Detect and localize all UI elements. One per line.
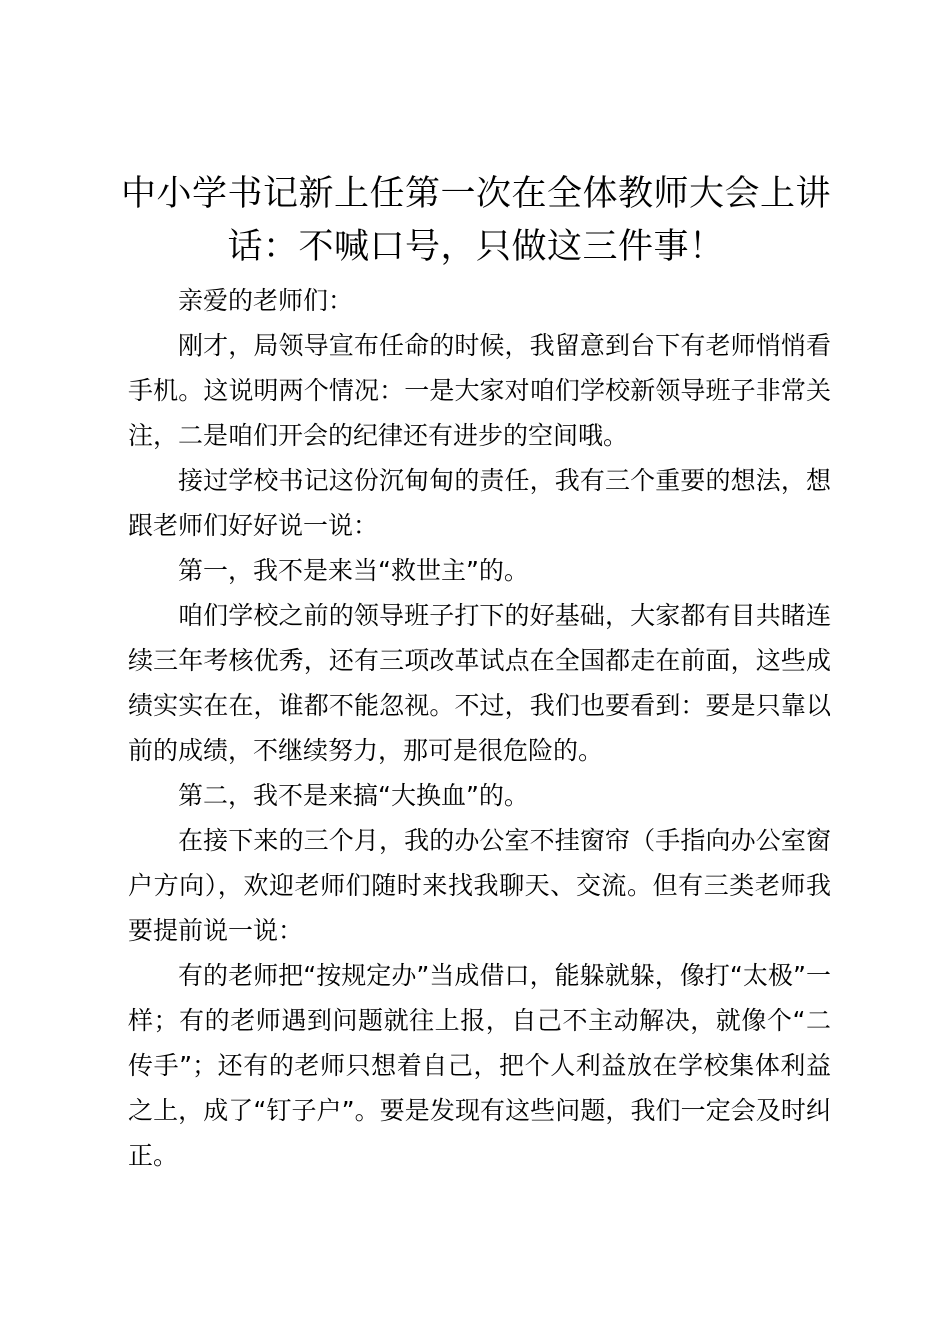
body-paragraph: 接过学校书记这份沉甸甸的责任，我有三个重要的想法，想跟老师们好好说一说： (128, 466, 831, 540)
body-paragraph: 咱们学校之前的领导班子打下的好基础，大家都有目共睹连续三年考核优秀，还有三项改革试点在全国都走在前面，这些成绩实实在在，谁都不能忽视。不过，我们也要看到：要是只靠以前的成绩，不继续努力，那可是很危险的。 (128, 601, 831, 765)
document-title: 中小学书记新上任第一次在全体教师大会上讲话：不喊口号，只做这三件事！ (120, 174, 831, 267)
body-paragraph: 刚才，局领导宣布任命的时候，我留意到台下有老师悄悄看手机。这说明两个情况：一是大家对咱们学校新领导班子非常关注，二是咱们开会的纪律还有进步的空间哦。 (128, 331, 831, 450)
salutation-paragraph: 亲爱的老师们： (178, 286, 354, 315)
point-heading-2: 第二，我不是来搞“大换血”的。 (178, 781, 529, 810)
document-body (128, 278, 831, 1178)
body-paragraph: 在接下来的三个月，我的办公室不挂窗帘（手指向办公室窗户方向），欢迎老师们随时来找我聊天、交流。但有三类老师我要提前说一说： (128, 826, 831, 945)
point-heading-1: 第一，我不是来当“救世主”的。 (178, 556, 529, 585)
body-paragraph: 有的老师把“按规定办”当成借口，能躲就躲，像打“太极”一样；有的老师遇到问题就往上报，自己不主动解决，就像个“二传手”；还有的老师只想着自己，把个人利益放在学校集体利益之上，成了“钉子户”。要是发现有这些问题，我们一定会及时纠正。 (128, 961, 831, 1170)
